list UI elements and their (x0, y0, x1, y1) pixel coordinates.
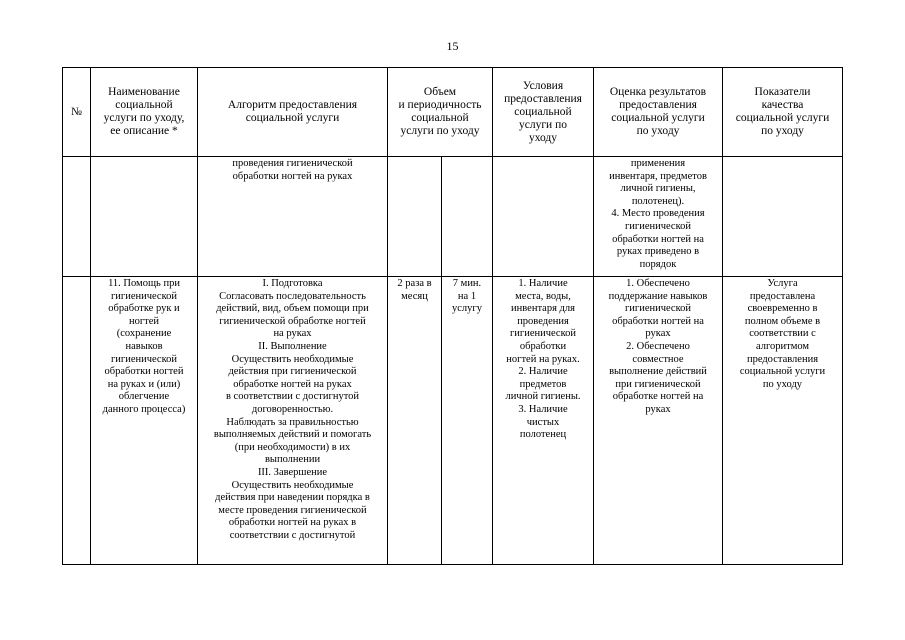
cell-duration: 7 мин. на 1 услугу (442, 277, 493, 565)
cell-quality (723, 157, 843, 277)
cell-evaluation: применения инвентаря, предметов личной гигиены, полотенец). 4. Место проведения гигиенической обработки ногтей на руках приведено в порядок (594, 157, 723, 277)
cell-frequency: 2 раза в месяц (388, 277, 442, 565)
cell-number (63, 277, 91, 565)
cell-quality: Услуга предоставлена своевременно в полном объеме в соответствии с алгоритмом предоставления социальной услуги по уходу (723, 277, 843, 565)
services-table (62, 67, 843, 565)
page-number: 15 (446, 39, 459, 53)
header-evaluation: Оценка результатов предоставления социальной услуги по уходу (594, 68, 723, 157)
header-quality: Показатели качества социальной услуги по уходу (723, 68, 843, 157)
table-header-row (63, 68, 843, 157)
cell-number (63, 157, 91, 277)
header-conditions: Условия предоставления социальной услуги по уходу (493, 68, 594, 157)
cell-service-name (91, 157, 198, 277)
table-row (63, 157, 843, 277)
cell-conditions: 1. Наличие места, воды, инвентаря для проведения гигиенической обработки ногтей на руках. 2. Наличие предметов личной гигиены. 3. Наличие чистых полотенец (493, 277, 594, 565)
header-service-name: Наименование социальной услуги по уходу, ее описание * (91, 68, 198, 157)
header-volume: Объем и периодичность социальной услуги по уходу (388, 68, 493, 157)
cell-frequency (388, 157, 442, 277)
header-number: № (63, 68, 91, 157)
header-algorithm: Алгоритм предоставления социальной услуги (198, 68, 388, 157)
cell-algorithm: проведения гигиенической обработки ногтей на руках (198, 157, 388, 277)
cell-duration (442, 157, 493, 277)
table-row (63, 277, 843, 565)
cell-evaluation: 1. Обеспечено поддержание навыков гигиенической обработки ногтей на руках 2. Обеспечено совместное выполнение действий при гигиенической обработке ногтей на руках (594, 277, 723, 565)
cell-algorithm: I. Подготовка Согласовать последовательность действий, вид, объем помощи при гигиенической обработке ногтей на руках II. Выполнение Осуществить необходимые действия при гигиенической обработке ногтей на руках в соответствии с достигнутой договоренностью. Наблюдать за правильностью выполняемых действий и помогать (при необходимости) в их выполнении III. Завершение Осуществить необходимые действия при наведении порядка в месте проведения гигиенической обработки ногтей на руках в соответствии с достигнутой (198, 277, 388, 565)
cell-conditions (493, 157, 594, 277)
cell-service-name: 11. Помощь при гигиенической обработке рук и ногтей (сохранение навыков гигиенической обработки ногтей на руках и (или) облегчение данного процесса) (91, 277, 198, 565)
